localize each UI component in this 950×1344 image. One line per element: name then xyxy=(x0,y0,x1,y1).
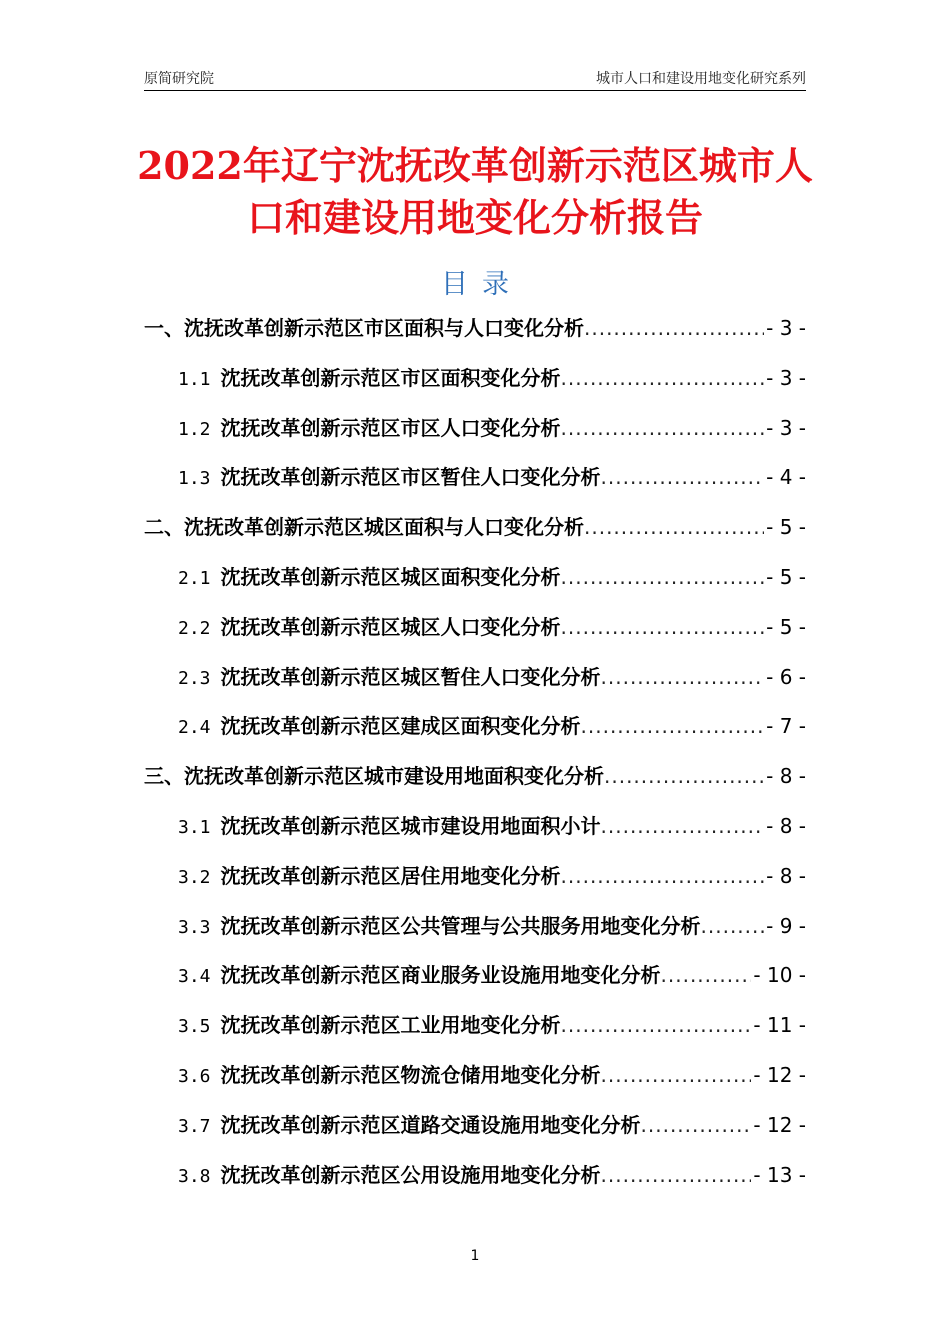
toc-leader-dots xyxy=(561,1013,752,1037)
toc-entry-page: - 3 - xyxy=(766,365,806,390)
toc-entry-page: - 5 - xyxy=(766,614,806,639)
title-line-1: 2022年辽宁沈抚改革创新示范区城市人 xyxy=(137,143,813,188)
toc-entry-number: 3.2 xyxy=(178,866,211,888)
toc-leader-dots xyxy=(561,416,765,440)
toc-entry-number: 3.5 xyxy=(178,1016,211,1038)
toc-entry-page: - 8 - xyxy=(766,814,806,838)
document-title xyxy=(100,140,850,244)
toc-leader-dots xyxy=(561,565,765,589)
toc-entry[interactable] xyxy=(178,461,806,491)
toc-entry-title: 沈抚改革创新示范区城市建设用地面积小计 xyxy=(220,814,601,838)
toc-entry-page: - 6 - xyxy=(766,664,806,689)
toc-leader-dots xyxy=(641,1113,752,1137)
toc-entry-page: - 7 - xyxy=(766,714,806,739)
toc-entry[interactable] xyxy=(178,959,806,989)
toc-entry-title: 一、沈抚改革创新示范区市区面积与人口变化分析 xyxy=(144,316,584,340)
toc-leader-dots xyxy=(561,864,765,888)
toc-entry[interactable] xyxy=(178,1009,806,1039)
toc-entry-title: 沈抚改革创新示范区居住用地变化分析 xyxy=(220,863,561,888)
toc-leader-dots xyxy=(601,814,765,838)
toc-entry[interactable] xyxy=(178,362,806,392)
toc-entry-title: 沈抚改革创新示范区城区人口变化分析 xyxy=(220,614,561,639)
toc-entry-number: 1.3 xyxy=(178,468,211,490)
toc-entry[interactable] xyxy=(178,611,806,641)
toc-entry[interactable] xyxy=(144,760,806,790)
page-number: 1 xyxy=(470,1248,480,1264)
toc-entry[interactable] xyxy=(178,661,806,691)
header-left-org: 原简研究院 xyxy=(144,71,214,87)
toc-entry[interactable] xyxy=(178,910,806,940)
toc-entry-title: 沈抚改革创新示范区城区面积变化分析 xyxy=(220,565,561,589)
title-line-2: 口和建设用地变化分析报告 xyxy=(246,195,703,240)
toc-entry-number: 1.2 xyxy=(178,418,211,440)
toc-leader-dots xyxy=(581,714,765,738)
toc-entry-title: 沈抚改革创新示范区工业用地变化分析 xyxy=(220,1013,561,1038)
toc-leader-dots xyxy=(561,366,765,390)
toc-entry-title: 沈抚改革创新示范区物流仓储用地变化分析 xyxy=(220,1063,601,1087)
toc-entry[interactable] xyxy=(178,561,806,591)
toc-leader-dots xyxy=(601,1063,752,1087)
toc-leader-dots xyxy=(601,1163,752,1187)
toc-leader-dots xyxy=(561,615,765,639)
toc-entry-page: - 9 - xyxy=(766,913,806,938)
toc-leader-dots xyxy=(601,665,765,689)
toc-entry[interactable] xyxy=(178,810,806,840)
toc-entry-page: - 13 - xyxy=(753,1162,806,1187)
toc-entry-page: - 11 - xyxy=(753,1013,806,1038)
toc-entry-title: 三、沈抚改革创新示范区城市建设用地面积变化分析 xyxy=(144,764,604,789)
toc-entry-page: - 3 - xyxy=(766,316,806,340)
toc-entry-title: 沈抚改革创新示范区建成区面积变化分析 xyxy=(220,714,581,739)
toc-leader-dots xyxy=(701,914,765,938)
toc-entry-page: - 8 - xyxy=(766,764,806,789)
toc-entry-number: 3.4 xyxy=(178,966,211,988)
toc-leader-dots xyxy=(584,515,764,539)
toc-entry-page: - 8 - xyxy=(766,863,806,888)
toc-entry-page: - 4 - xyxy=(766,465,806,490)
toc-entry-number: 3.3 xyxy=(178,916,211,938)
page-header xyxy=(144,64,806,91)
toc-entry-number: 2.4 xyxy=(178,717,211,739)
toc-leader-dots xyxy=(584,316,764,340)
toc-leader-dots xyxy=(604,764,764,788)
toc-entry-number: 3.7 xyxy=(178,1115,211,1137)
toc-entry-page: - 10 - xyxy=(753,963,806,988)
toc-entry-page: - 12 - xyxy=(753,1112,806,1137)
toc-entry-title: 沈抚改革创新示范区市区人口变化分析 xyxy=(220,415,561,440)
toc-entry-number: 1.1 xyxy=(178,368,211,390)
toc-entry-page: - 5 - xyxy=(766,515,806,540)
toc-heading: 目录 xyxy=(441,269,523,300)
toc-entry[interactable] xyxy=(178,860,806,890)
toc-entry-title: 沈抚改革创新示范区公共管理与公共服务用地变化分析 xyxy=(220,913,701,938)
toc-entry-title: 沈抚改革创新示范区商业服务业设施用地变化分析 xyxy=(220,963,661,988)
toc-entry-title: 沈抚改革创新示范区市区暂住人口变化分析 xyxy=(220,465,601,490)
toc-entry-number: 2.1 xyxy=(178,568,211,589)
toc-leader-dots xyxy=(601,465,765,489)
toc-entry-title: 沈抚改革创新示范区道路交通设施用地变化分析 xyxy=(220,1112,641,1137)
toc-entry-title: 沈抚改革创新示范区城区暂住人口变化分析 xyxy=(220,664,601,689)
toc-entry-number: 3.8 xyxy=(178,1165,211,1187)
toc-entry[interactable] xyxy=(178,412,806,442)
toc-entry-number: 3.1 xyxy=(178,817,211,838)
toc-entry-number: 2.2 xyxy=(178,617,211,639)
toc-entry[interactable] xyxy=(178,1159,806,1189)
toc-entry-title: 二、沈抚改革创新示范区城区面积与人口变化分析 xyxy=(144,515,584,540)
toc-entry[interactable] xyxy=(178,710,806,740)
toc-entry-number: 3.6 xyxy=(178,1066,211,1087)
toc-entry-title: 沈抚改革创新示范区公用设施用地变化分析 xyxy=(220,1162,601,1187)
toc-entry-page: - 12 - xyxy=(753,1063,806,1087)
toc-entry-page: - 3 - xyxy=(766,415,806,440)
header-right-series: 城市人口和建设用地变化研究系列 xyxy=(596,71,806,87)
toc-entry-number: 2.3 xyxy=(178,667,211,689)
toc-entry-page: - 5 - xyxy=(766,565,806,589)
toc-entry-title: 沈抚改革创新示范区市区面积变化分析 xyxy=(220,365,561,390)
toc-entry[interactable] xyxy=(178,1059,806,1089)
toc-entry[interactable] xyxy=(144,312,806,342)
toc-leader-dots xyxy=(661,963,752,987)
toc-entry[interactable] xyxy=(178,1109,806,1139)
toc-entry[interactable] xyxy=(144,511,806,541)
